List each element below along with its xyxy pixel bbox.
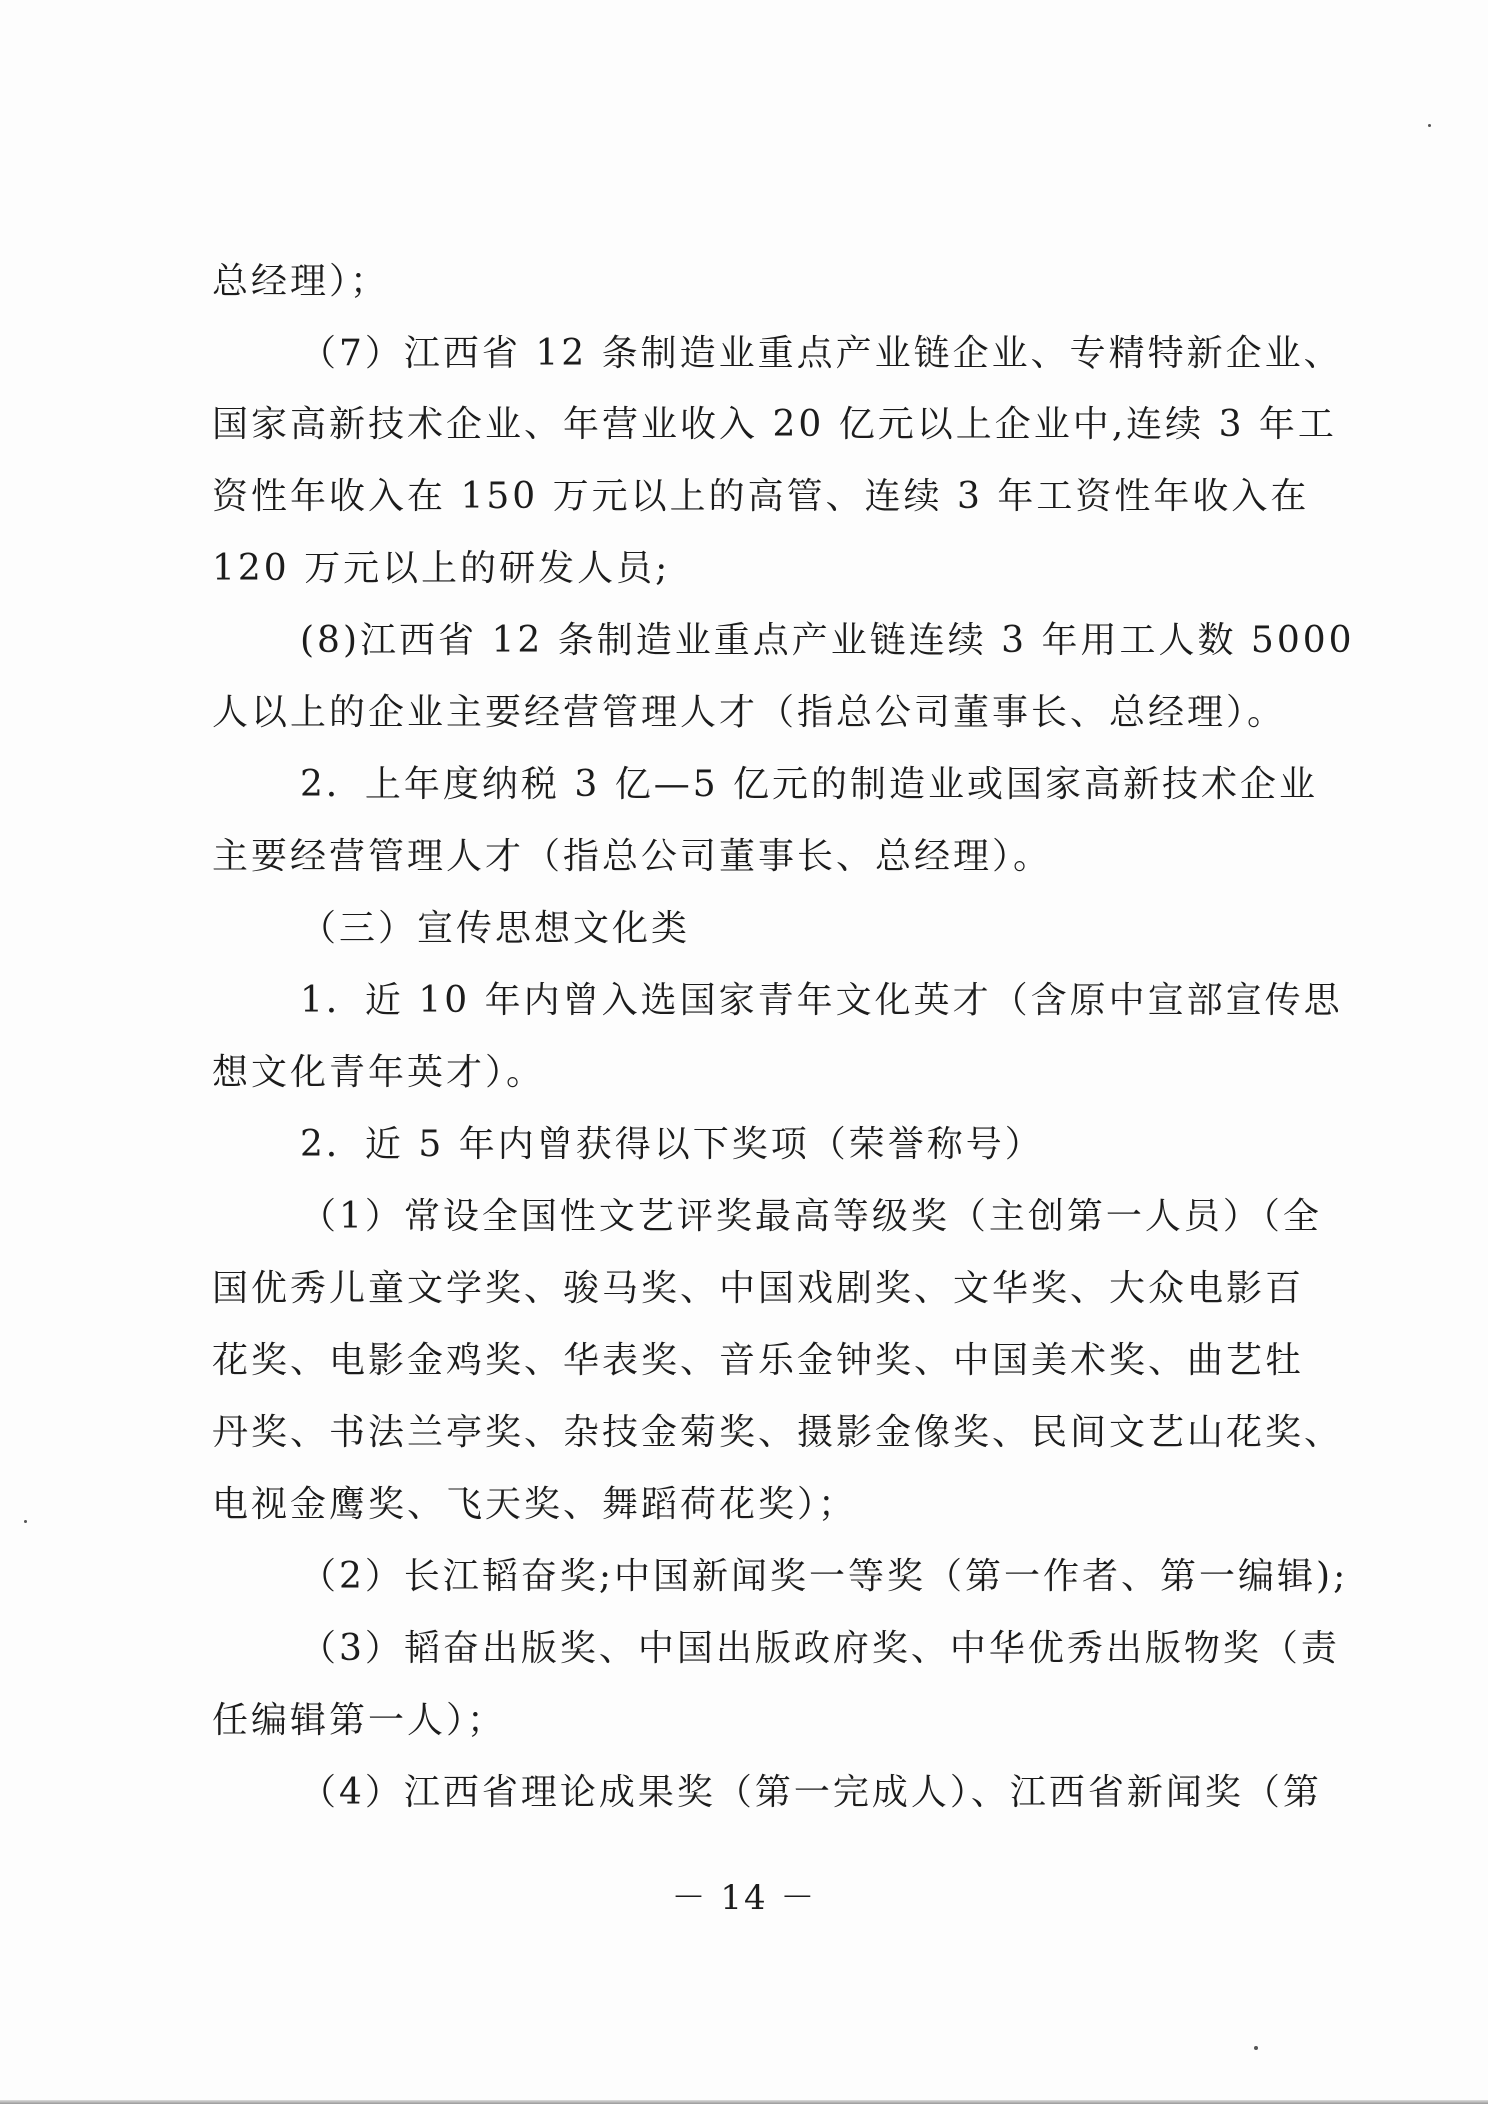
text-line-5: 120 万元以上的研发人员; — [212, 548, 671, 589]
text-line-15: 国优秀儿童文学奖、骏马奖、中国戏剧奖、文华奖、大众电影百 — [212, 1268, 1305, 1309]
text-line-2: （7）江西省 12 条制造业重点产业链企业、专精特新企业、 — [300, 333, 1343, 374]
section-heading: （三）宣传思想文化类 — [300, 908, 691, 949]
text-line-9: 主要经营管理人才（指总公司董事长、总经理）。 — [212, 836, 1053, 877]
text-line-7: 人以上的企业主要经营管理人才（指总公司董事长、总经理）。 — [212, 692, 1287, 733]
scan-speck — [24, 1520, 27, 1523]
text-line-6: (8)江西省 12 条制造业重点产业链连续 3 年用工人数 5000 — [300, 620, 1355, 661]
text-line-20: （3）韬奋出版奖、中国出版政府奖、中华优秀出版物奖（责 — [300, 1628, 1340, 1669]
text-line-21: 任编辑第一人）； — [212, 1700, 507, 1741]
text-line-12: 想文化青年英才）。 — [212, 1052, 546, 1093]
scan-bottom-edge — [0, 2100, 1488, 2104]
text-line-8: 2．上年度纳税 3 亿—5 亿元的制造业或国家高新技术企业 — [300, 764, 1319, 805]
text-line-11: 1．近 10 年内曾入选国家青年文化英才（含原中宣部宣传思 — [300, 980, 1343, 1021]
text-line-1: 总经理）； — [212, 261, 390, 302]
page-number: － 14 － — [671, 1878, 817, 1918]
text-line-3: 国家高新技术企业、年营业收入 20 亿元以上企业中,连续 3 年工 — [212, 404, 1337, 445]
text-line-13: 2．近 5 年内曾获得以下奖项（荣誉称号） — [300, 1124, 1044, 1165]
text-line-17: 丹奖、书法兰亭奖、杂技金菊奖、摄影金像奖、民间文艺山花奖、 — [212, 1412, 1344, 1453]
text-line-4: 资性年收入在 150 万元以上的高管、连续 3 年工资性年收入在 — [212, 476, 1310, 517]
scan-speck — [1254, 2046, 1258, 2050]
text-line-22: （4）江西省理论成果奖（第一完成人）、江西省新闻奖（第 — [300, 1772, 1322, 1813]
text-line-19: （2）长江韬奋奖;中国新闻奖一等奖（第一作者、第一编辑); — [300, 1556, 1349, 1597]
scan-speck — [1428, 124, 1431, 127]
text-line-16: 花奖、电影金鸡奖、华表奖、音乐金钟奖、中国美术奖、曲艺牡 — [212, 1340, 1305, 1381]
text-line-18: 电视金鹰奖、飞天奖、舞蹈荷花奖）； — [212, 1484, 858, 1525]
text-line-14: （1）常设全国性文艺评奖最高等级奖（主创第一人员）（全 — [300, 1196, 1322, 1237]
